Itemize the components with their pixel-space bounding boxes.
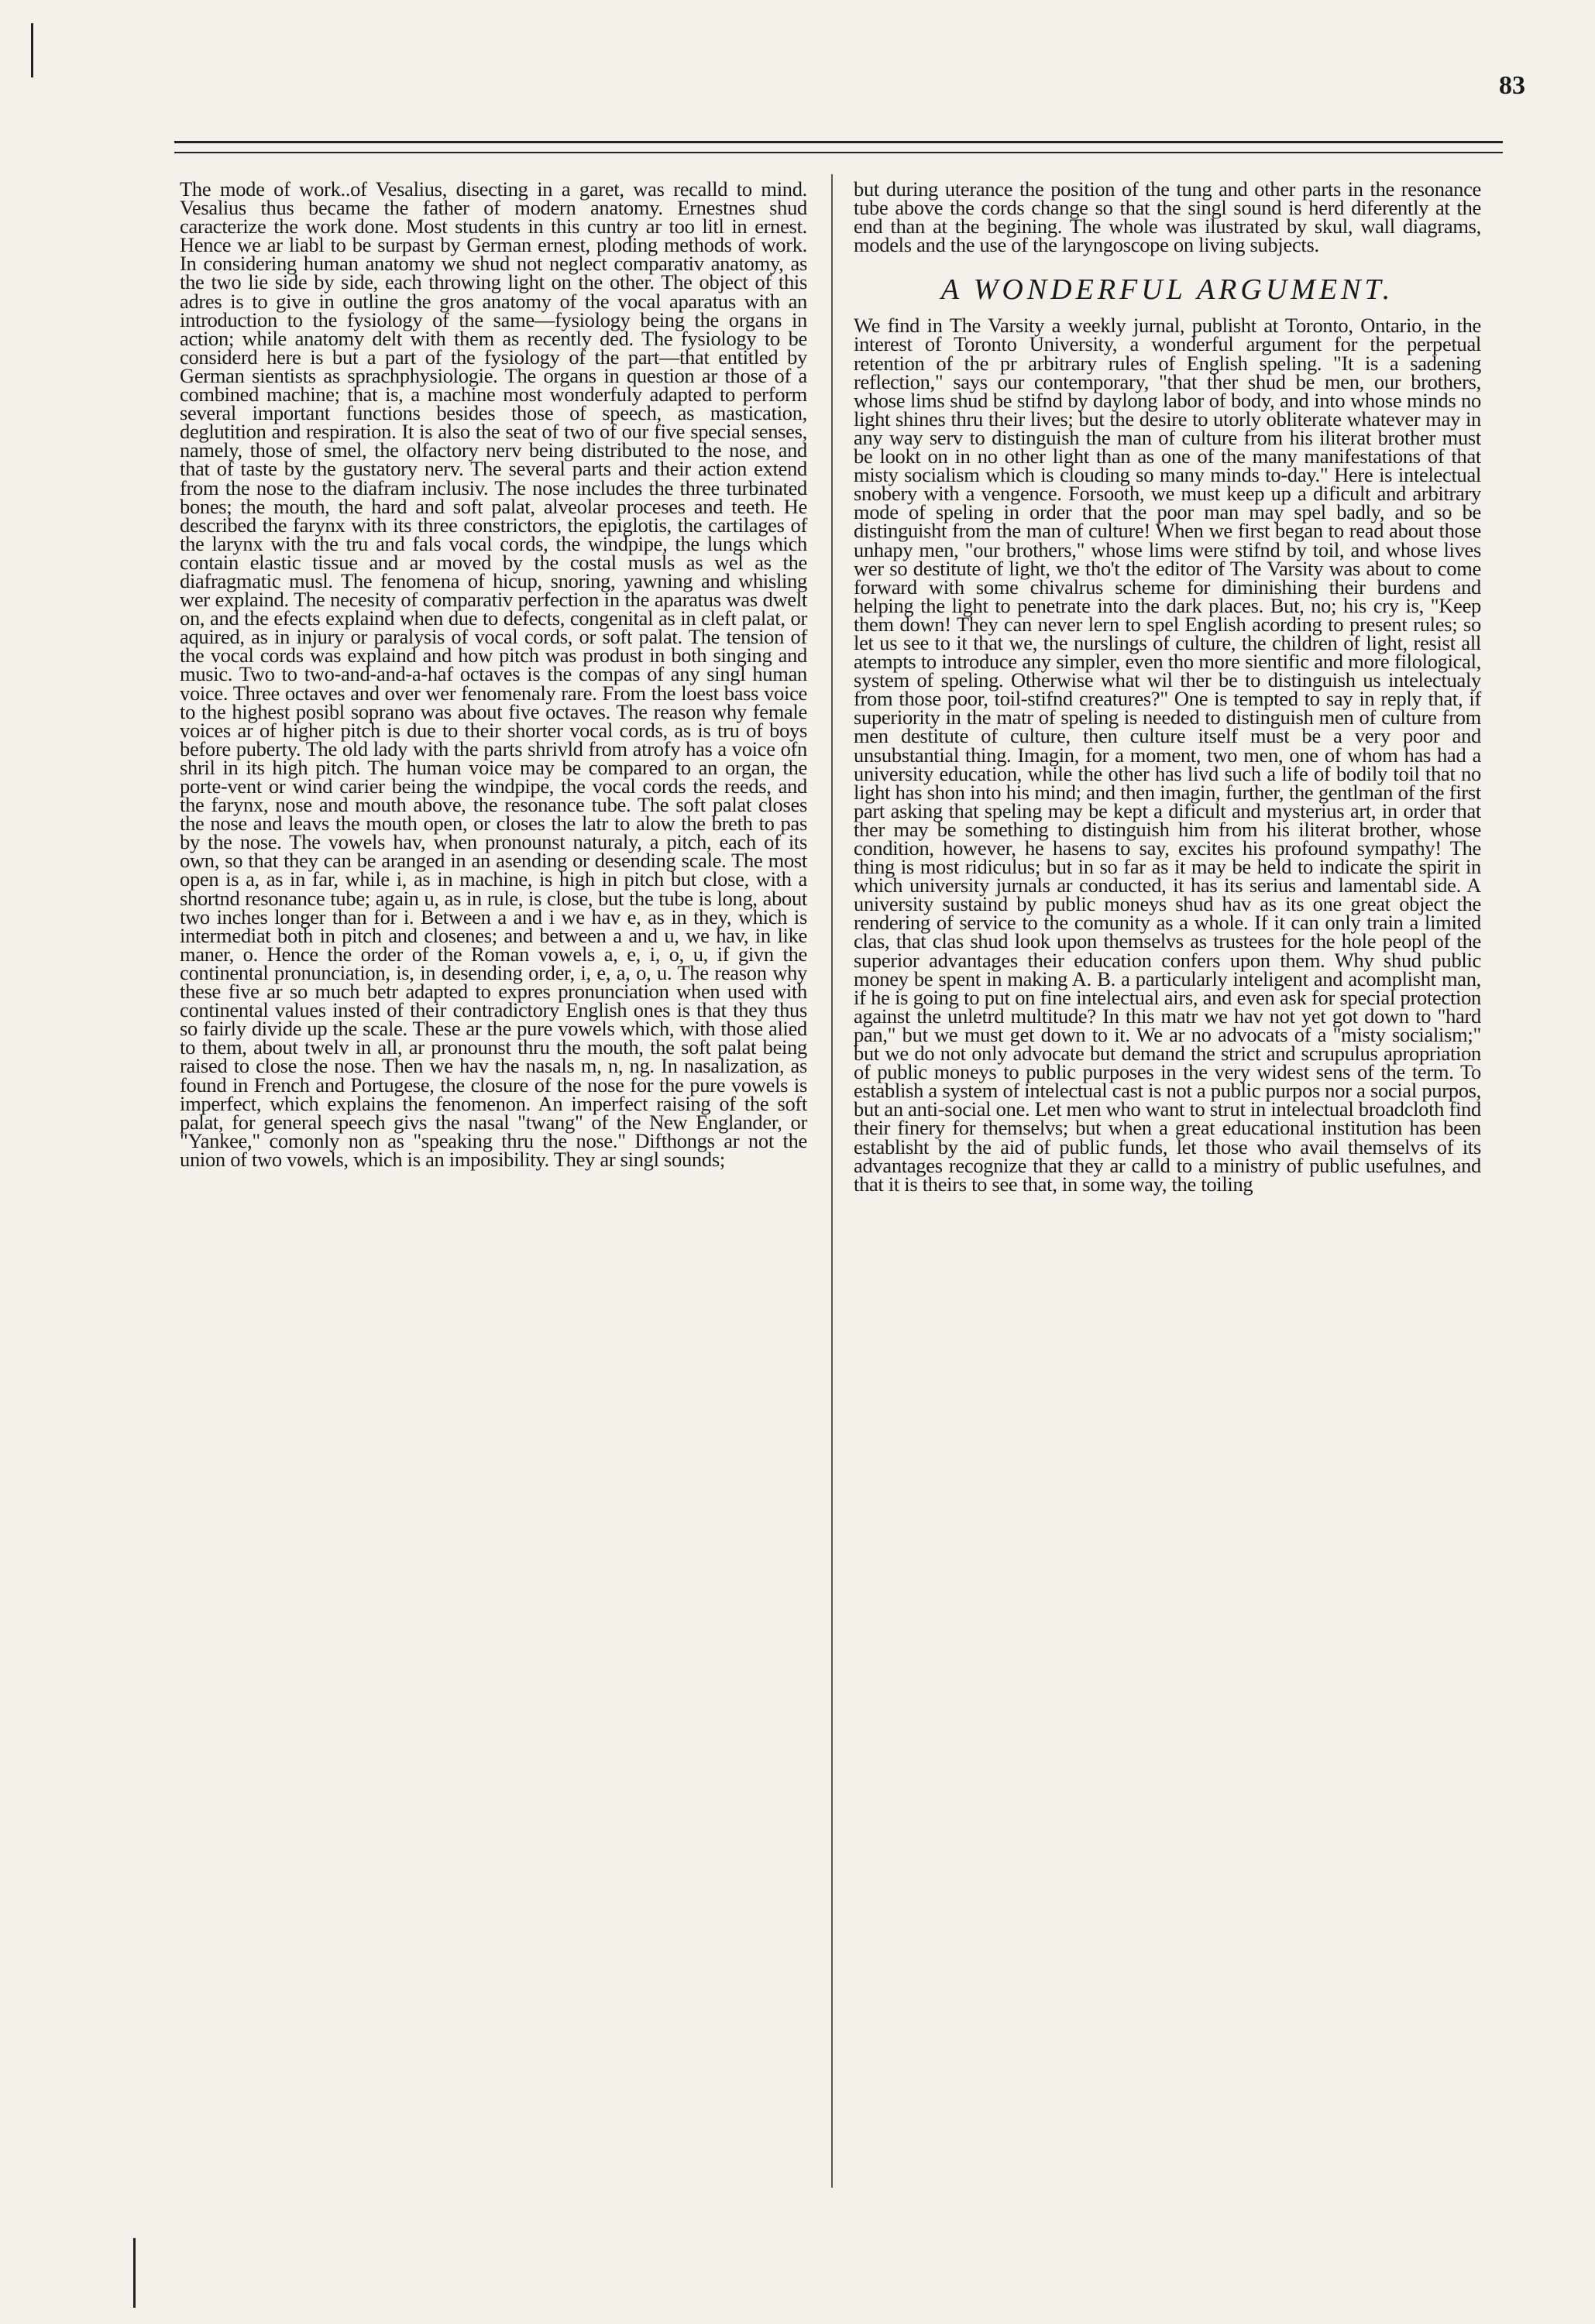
article-heading: A WONDERFUL ARGUMENT. [940,273,1394,307]
header-rule-bottom [174,152,1503,153]
column-divider [831,174,833,2188]
left-column-paragraph: The mode of work..of Vesalius, disecting in a garet, was recalld to mind. Vesalius thus became the father of modern anatomy. Ernestnes shud caracterize the work done. Most students in this cuntry ar too litl in ernest. Hence we ar liabl to be surpast by German ernest, ploding methods of work. In considering human anatomy we shud not neglect comparativ anatomy, as the two lie side by side, each throwing light on the other. The object of this adres is to give in outline the gros anatomy of the vocal aparatus with an introduction to the fysiology of the same—fysiology being the organs in action; while anatomy delt with them as recently ded. The fysiology to be considerd here is but a part of the fysiology of the part—that entitled by German sientists as sprachphysiologie. The organs in question ar those of a combined machine; that is, a machine most wonderfuly adapted to perform several important functions besides those of speech, as mastication, deglutition and respiration. It is also the seat of two of our five special senses, namely, those of smel, the olfactory nerv being distributed to the nose, and that of taste by the gustatory nerv. The several parts and their action extend from the nose to the diafram inclusiv. The nose includes the three turbinated bones; the mouth, the hard and soft palat, alveolar proceses and teeth. He described the farynx with its three constrictors, the epiglotis, the cartilages of the larynx with the tru and fals vocal cords, the windpipe, the lungs which contain elastic tissue and ar moved by the costal musls as wel as the diafragmatic musl. The fenomena of hicup, snoring, yawning and whisling wer explaind. The necesity of comparativ perfection in the aparatus was dwelt on, and the efects explaind when due to defects, congenital as in cleft palat, or aquired, as in injury or paralysis of vocal cords, or soft palat. The tension of the vocal cords was explaind and how pitch was produst in both singing and music. Two to two-and-and-a-haf octaves is the compas of any singl human voice. Three octaves and over wer fenomenaly rare. From the loest bass voice to the highest posibl soprano was about five octaves. The reason why female voices ar of higher pitch is due to their shorter vocal cords, as is tru of boys before puberty. The old lady with the parts shrivld from atrofy has a voice ofn shril in its high pitch. The human voice may be compared to an organ, the porte-vent or wind carier being the windpipe, the vocal cords the reeds, and the farynx, nose and mouth above, the resonance tube. The soft palat closes the nose and leavs the mouth open, or closes the latr to alow the breth to pas by the nose. The vowels hav, when pronounst naturaly, a pitch, each of its own, so that they can be aranged in an asending or desending scale. The most open is a, as in far, while i, as in machine, is high in pitch but close, with a shortnd resonance tube; again u, as in rule, is close, but the tube is long, about two inches longer than for i. Between a and i we hav e, as in they, which is intermediat both in pitch and closenes; and between a and u, we hav, in like maner, o. Hence the order of the Roman vowels a, e, i, o, u, if givn the continental pronunciation, is, in desending order, i, e, a, o, u. The reason why these five ar so much betr adapted to expres pronunciation when used with continental values insted of their contradictory English ones is that they thus so fairly divide up the scale. These ar the pure vowels which, with those alied to them, about twelv in all, ar pronounst thru the mouth, the soft palat being raised to close the nose. Then we hav the nasals m, n, ng. In nasalization, as found in French and Portugese, the closure of the nose for the pure vowels is imperfect, which explains the fenomenon. An imperfect raising of the soft palat, for general speech givs the nasal "twang" of the New Englander, or "Yankee," comonly non as "speaking thru the nose." Difthongs ar not the union of two vowels, which is an imposibility. They ar singl sounds; [180,177,807,1171]
left-column [180,177,807,1171]
article-body: We find in The Varsity a weekly jurnal, publisht at Toronto, Ontario, in the interest of Toronto University, a wonderful argument for the perpetual retention of the pr arbitrary rules of English speling. "It is a sadening reflection," says our contemporary, "that ther shud be men, our brothers, whose lims shud be stifnd by daylong labor of body, and into whose minds no light shines thru their lives; but the desire to utorly obliterate whatever may in any way serv to distinguish the man of culture from his iliterat brother must be lookt on in no other light than as one of the many manifestations of that misty socialism which is clouding so many minds to-day." Here is intelectual snobery with a vengence. Forsooth, we must keep up a dificult and arbitrary mode of speling in order that the poor man may spel badly, and so be distinguisht from the man of culture! When we first began to read about those unhapy men, "our brothers," whose lims were stifnd by toil, and whose lives wer so destitute of light, we tho't the editor of The Varsity was about to come forward with some chivalrus scheme for diminishing their burdens and helping the light to penetrate into the dark places. But, no; his cry is, "Keep them down! They can never lern to spel English acording to present rules; so let us see to it that we, the nurslings of culture, the children of light, resist all atempts to introduce any simpler, even tho more sientific and more filological, system of speling. Otherwise what wil ther be to distinguish us intelectualy from those poor, toil-stifnd creatures?" One is tempted to say in reply that, if superiority in the matr of speling is needed to distinguish men of culture from men destitute of culture, then culture itself must be a very poor and unsubstantial thing. Imagin, for a moment, two men, one of whom has had a university education, while the other has livd such a life of bodily toil that no light has shon into his mind; and then imagin, further, the gentlman of the first part asking that speling may be kept a dificult and mysterius art, in order that ther may be something to distinguish him from his iliterat brother, whose condition, however, he hasens to say, excites his profound sympathy! The thing is most ridiculus; but in so far as it may be held to indicate the spirit in which university jurnals ar conducted, it has its serius and lamentabl side. A university sustaind by public moneys shud hav as its one great object the rendering of service to the comunity as a whole. If it can only train a limited clas, that clas shud look upon themselvs as trustees for the hole peopl of the superior advantages their education confers upon them. Why shud public money be spent in making A. B. a particularly inteligent and acomplisht man, if he is going to put on fine intelectual airs, and even ask for special protection against the unletrd multitude? In this matr we hav not yet got down to "hard pan," but we must get down to it. We ar no advocats of a "misty socialism;" but we do not only advocate but demand the strict and scrupulus apropriation of public moneys to public purposes in the very widest sens of the term. To establish a system of intelectual cast is not a public purpos nor a social purpos, but an anti-social one. Let men who want to strut in intelectual broadcloth find their finery for themselvs; but when a great educational institution has been establisht by the aid of public funds, let those who avail themselvs of its advantages recognize that they ar calld to a ministry of public usefulnes, and that it is theirs to see that, in some way, the toiling [854,314,1481,1196]
right-column-continuation: but during uterance the position of the tung and other parts in the resonance tube above the cords change so that the singl sound is herd diferently at the end than at the begining. The whole was ilustrated by skul, wall diagrams, models and the use of the laryngoscope on living subjects. [854,177,1481,257]
header-rule-top [174,141,1503,143]
right-column [854,177,1481,1196]
page-number: 83 [1499,71,1525,100]
scan-mark-bottom-left [133,2238,136,2308]
scan-mark-top-left [31,23,33,77]
